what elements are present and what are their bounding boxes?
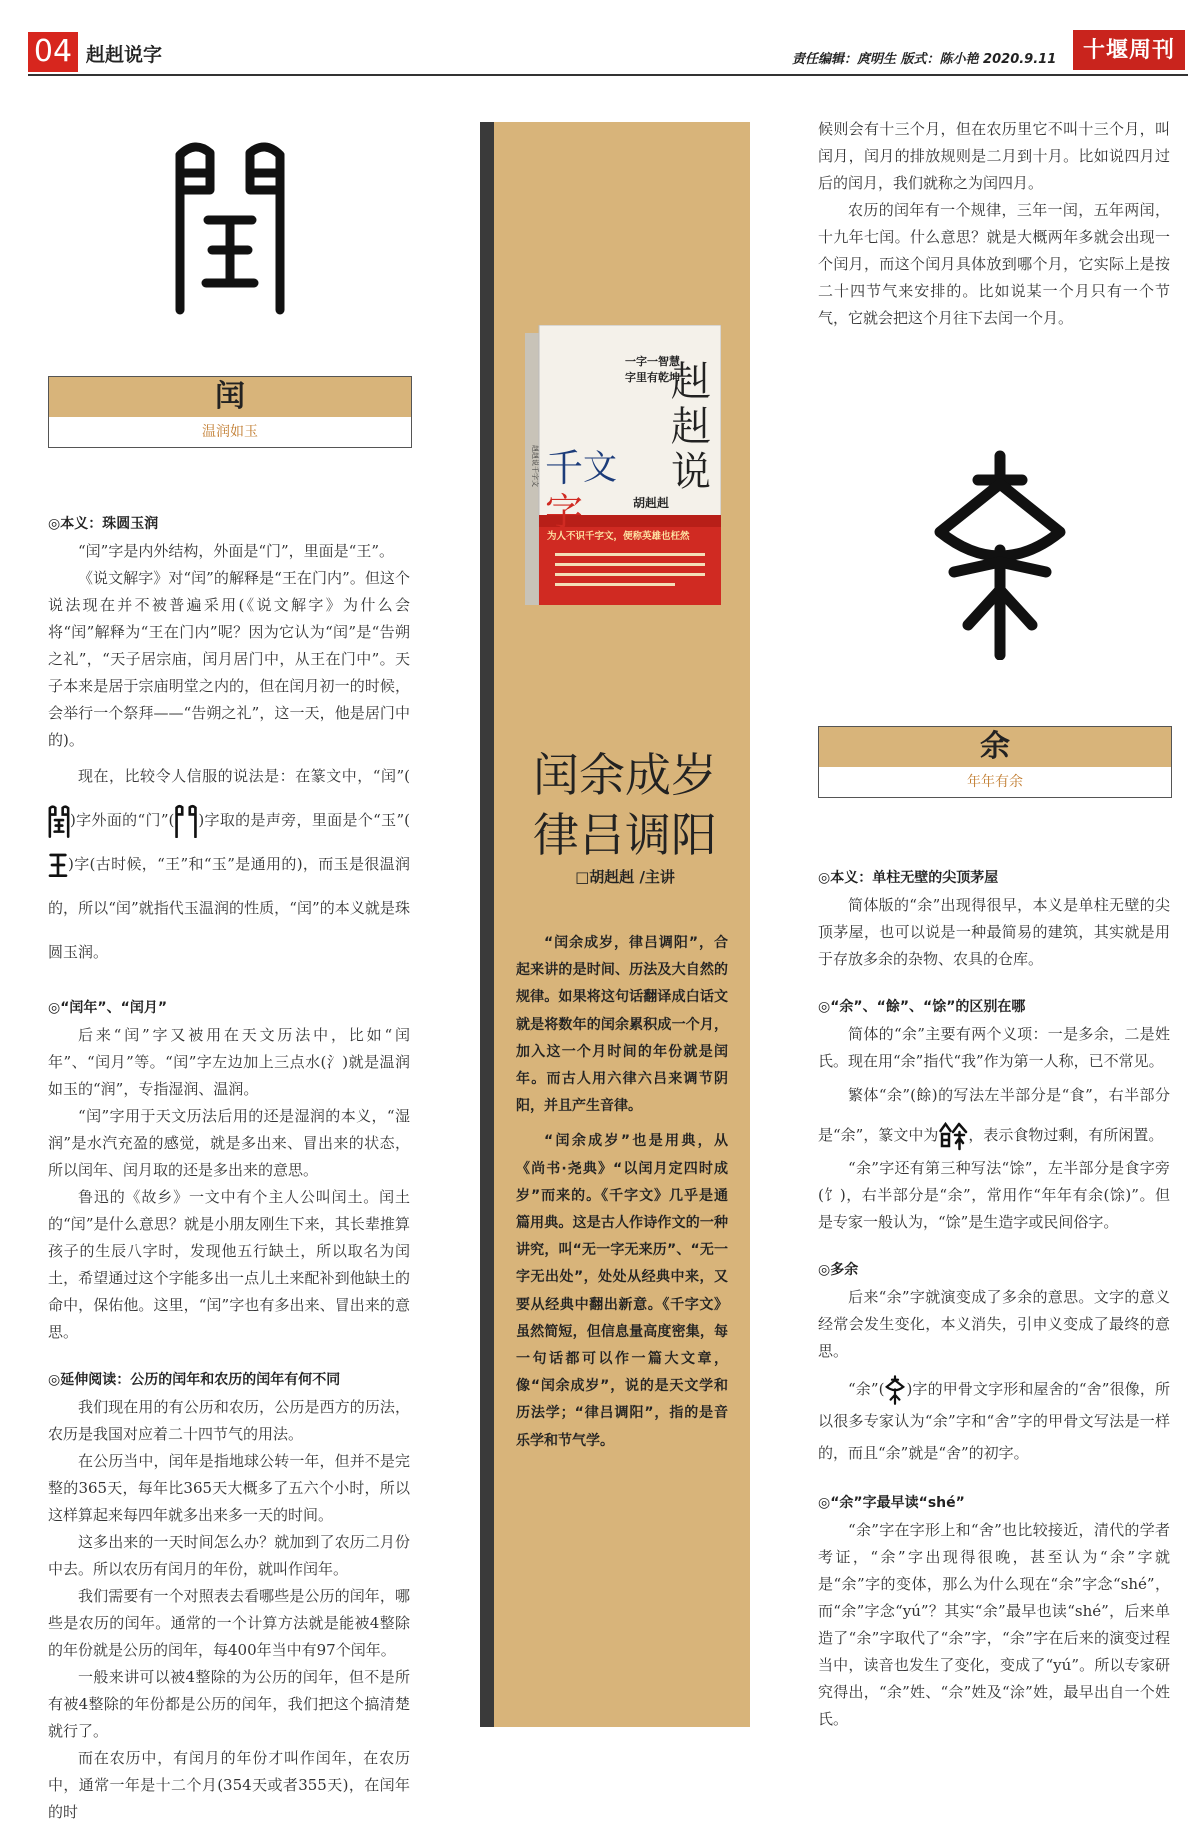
right-para-8	[818, 1373, 1170, 1469]
right-para-3: 简体版的“余”出现得很早，本义是单柱无壁的尖顶茅屋，也可以说是一种最简易的建筑，其实就是用于存放多余的杂物、农具的仓库。	[818, 896, 1170, 968]
right-heading-4: ◎“余”字最早读“shé”	[818, 1495, 965, 1511]
book-title-left-char-3: 文	[583, 448, 617, 488]
right-heading-3: ◎多余	[818, 1262, 859, 1278]
yu-heading-subtitle: 年年有余	[819, 767, 1171, 797]
left-heading-2: ◎“闰年”、“闰月”	[48, 1000, 168, 1016]
right-para-8-part-a: “余”(	[848, 1380, 885, 1398]
right-para-4: 简体的“余”主要有两个义项：一是多余，二是姓氏。现在用“余”指代“我”作为第一人称，已不常见。	[818, 1025, 1170, 1070]
left-para-8: 在公历当中，闰年是指地球公转一年，但并不是完整的365天，每年比365天大概多了五六个小时，所以这样算起来每四年就多出来多一天的时间。	[48, 1452, 410, 1524]
page-number: 04	[28, 32, 78, 72]
header-rule	[28, 74, 1188, 76]
article-title-line-1: 闰余成岁	[533, 748, 717, 802]
book-cover-image	[525, 325, 721, 605]
left-para-5: “闰”字用于天文历法后用的还是湿润的本义，“湿润”是水汽充盈的感觉，就是多出来、冒出来的状态，所以闰年、闰月取的还是多出来的意思。	[48, 1107, 410, 1179]
right-para-8-part-b: )字的甲骨文字形和屋舍的“舍”很像，所以很多专家认为“余”字和“舍”字的甲骨文写法是一样的，而且“余”就是“舍”的初字。	[818, 1380, 1170, 1462]
seal-yu-jade-small-icon	[48, 850, 68, 880]
right-para-5-part-a: 繁体“余”(餘)的写法左半部分是“食”，右半部分是“余”，篆文中为	[818, 1086, 1170, 1144]
right-para-9: “余”字在字形上和“舍”也比较接近，清代的学者考证，“余”字出现得很晚，甚至认为“余”字就是“余”字的变体，那么为什么现在“余”字念“shé”，而“余”字念“yú”？其实“余”最早也读“shé”，后来单造了“余”字取代了“余”字，“余”字在后来的演变过程当中，读音也发生了变化，变成了“yú”。所以专家研究得出，“余”姓、“佘”姓及“涂”姓，最早出自一个姓氏。	[818, 1521, 1170, 1728]
article-intro	[516, 930, 728, 1463]
seal-run-small-icon	[48, 804, 70, 838]
right-para-6: “余”字还有第三种写法“馀”，左半部分是食字旁(饣)，右半部分是“余”，常用作“年年有余(馀)”。但是专家一般认为，“馀”是生造字或民间俗字。	[818, 1159, 1170, 1231]
right-para-7: 后来“余”字就演变成了多余的意思。文字的意义经常会发生变化，本义消失，引申义变成了最终的意思。	[818, 1288, 1170, 1360]
left-para-4: 后来“闰”字又被用在天文历法中，比如“闰年”、“闰月”等。“闰”字左边加上三点水(氵)就是温润如玉的“润”，专指湿润、温润。	[48, 1026, 410, 1098]
right-column-bottom	[818, 866, 1170, 1733]
run-heading-char: 闰	[49, 377, 411, 417]
book-title-left-char-2: 字	[545, 490, 584, 534]
right-para-1: 候则会有十三个月，但在农历里它不叫十三个月，叫闰月，闰月的排放规则是二月到十月。比如说四月过后的闰月，我们就称之为闰四月。	[818, 120, 1170, 192]
svg-text:赳: 赳	[671, 404, 711, 450]
right-column-top	[818, 116, 1170, 332]
svg-text:赳: 赳	[671, 359, 711, 405]
section-title: 赳赳说字	[86, 44, 163, 66]
book-author: 胡赳赳	[633, 496, 670, 510]
left-column	[48, 512, 410, 1826]
left-para-2: 《说文解字》对“闰”的解释是“王在门内”。但这个说法现在并不被普遍采用(《说文解字》为什么会将“闰”解释为“王在门内”呢？因为它认为“闰”是“告朔之礼”，“天子居宗庙，闰月居门中，从王在门中”。天子本来是居于宗庙明堂之内的，但在闰月初一的时候，会举行一个祭拜——“告朔之礼”，这一天，他是居门中的)。	[48, 569, 410, 749]
left-para-6: 鲁迅的《故乡》一文中有个主人公叫闰土。闰土的“闰”是什么意思？就是小朋友刚生下来，其长辈推算孩子的生辰八字时，发现他五行缺土，所以取名为闰土，希望通过这个字能多出一点儿土来配补到他缺土的命中，保佑他。这里，“闰”字也有多出来、冒出来的意思。	[48, 1188, 410, 1341]
right-para-5	[818, 1075, 1170, 1155]
article-title	[500, 745, 750, 865]
right-para-2: 农历的闰年有一个规律，三年一闰，五年两闰，十九年七闰。什么意思？就是大概两年多就会出现一个闰月，而这个闰月具体放到哪个月，它实际上是按二十四节气来安排的。比如说某一个月只有一个节气，它就会把这个月往下去闰一个月。	[818, 201, 1170, 327]
oracle-yu-small-icon	[884, 1375, 906, 1405]
intro-para-1: “闰余成岁，律吕调阳”，合起来讲的是时间、历法及大自然的规律。如果将这句话翻译成白话文就是将数年的闰余累积成一个月，加入这一个月时间的年份就是闰年。而古人用六律六吕来调节阴阳，并且产生音律。	[516, 935, 728, 1115]
book-subtitle-2: 字里有乾坤	[625, 371, 680, 384]
left-heading-1: ◎本义：珠圆玉润	[48, 516, 159, 532]
yu-heading-char: 余	[819, 727, 1171, 767]
left-para-7: 我们现在用的有公历和农历，公历是西方的历法，农历是我国对应着二十四节气的用法。	[48, 1398, 410, 1443]
run-heading-box	[48, 376, 412, 448]
editor-credits: 责任编辑：庹明生 版式：陈小艳 2020.9.11	[792, 52, 1057, 67]
seal-yu-food-small-icon	[938, 1121, 968, 1151]
seal-men-small-icon	[174, 804, 198, 838]
article-byline: □胡赳赳 /主讲	[575, 868, 675, 886]
left-para-9: 这多出来的一天时间怎么办？就加到了农历二月份中去。所以农历有闰月的年份，就叫作闰年。	[48, 1533, 410, 1578]
right-heading-2: ◎“余”、“餘”、“馀”的区别在哪	[818, 999, 1026, 1015]
right-heading-1: ◎本义：单柱无壁的尖顶茅屋	[818, 870, 999, 886]
book-spine-title: 赳赳说千字文	[531, 445, 539, 487]
book-banner: 为人不识千字文，便称英雄也枉然	[547, 531, 690, 542]
left-para-1: “闰”字是内外结构，外面是“门”，里面是“王”。	[78, 542, 395, 560]
left-para-3-part-b: )字外面的“门”(	[70, 811, 175, 829]
left-para-3-part-c: )字取的是声旁，里面是个“玉”(	[198, 811, 410, 829]
svg-text:说: 说	[671, 449, 711, 495]
intro-para-2: “闰余成岁”也是用典，从《尚书·尧典》“以闰月定四时成岁”而来的。《千字文》几乎是通篇用典。这是古人作诗作文的一种讲究，叫“无一字无来历”、“无一字无出处”，处处从经典中来，又要从经典中翻出新意。《千字文》虽然简短，但信息量高度密集，每一句话都可以作一篇大文章，像“闰余成岁”，说的是天文学和历法学；“律吕调阳”，指的是音乐学和节气学。	[516, 1133, 728, 1449]
seal-run-glyph	[170, 135, 290, 315]
right-para-5-part-b: ，表示食物过剩，有所闲置。	[968, 1126, 1164, 1144]
masthead-logo: 十堰周刊	[1073, 30, 1185, 70]
left-para-10: 我们需要有一个对照表去看哪些是公历的闰年，哪些是农历的闰年。通常的一个计算方法就是能被4整除的年份就是公历的闰年，每400年当中有97个闰年。	[48, 1587, 410, 1659]
book-title-left-char: 千	[545, 446, 584, 490]
book-subtitle-1: 一字一智慧	[625, 355, 680, 368]
left-para-12: 而在农历中，有闰月的年份才叫作闰年，在农历中，通常一年是十二个月(354天或者355天)，在闰年的时	[48, 1749, 410, 1821]
left-para-3	[48, 754, 410, 974]
run-heading-subtitle: 温润如玉	[49, 417, 411, 447]
left-para-11: 一般来讲可以被4整除的为公历的闰年，但不是所有被4整除的年份都是公历的闰年，我们把这个搞清楚就行了。	[48, 1668, 410, 1740]
left-heading-3: ◎延伸阅读：公历的闰年和农历的闰年有何不同	[48, 1372, 341, 1388]
left-para-3-part-a: 现在，比较令人信服的说法是：在篆文中，“闰”(	[78, 767, 410, 785]
oracle-yu-glyph	[920, 450, 1080, 660]
center-band-stripe	[480, 122, 494, 1727]
article-title-line-2: 律吕调阳	[533, 808, 717, 862]
yu-heading-box	[818, 726, 1172, 798]
left-para-3-part-d: )字(古时候，“王”和“玉”是通用的)，而玉是很温润的，所以“闰”就指代玉温润的性质，“闰”的本义就是珠圆玉润。	[48, 855, 410, 961]
